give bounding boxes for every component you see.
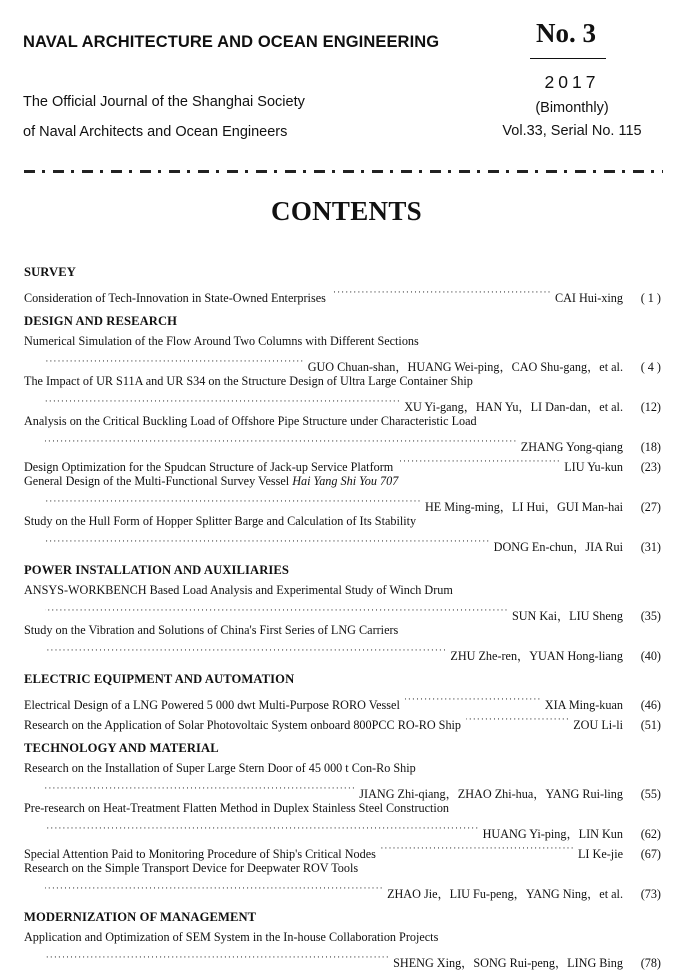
toc-entry[interactable] [24, 580, 661, 623]
article-authors: HE Ming-ming，LI Hui，GUI Man-hai [424, 500, 623, 514]
article-title: Research on the Simple Transport Device for Deepwater ROV Tools [24, 861, 359, 875]
article-page: (40) [640, 649, 661, 663]
toc-section-electric-equipment [24, 669, 661, 732]
toc-section-modernization-of-management [24, 907, 661, 970]
dot-leader [331, 282, 550, 302]
dot-leader [45, 818, 478, 838]
issue-frequency: (Bimonthly) [535, 100, 609, 116]
article-page: (67) [640, 847, 661, 861]
article-authors: HUANG Yi-ping，LIN Kun [482, 827, 623, 841]
dot-leader [381, 838, 573, 858]
article-authors: ZOU Li-li [573, 718, 623, 732]
article-authors: SHENG Xing，SONG Rui-peng，LING Bing [393, 956, 623, 970]
toc-section-power-installation [24, 560, 661, 663]
toc-entry[interactable] [24, 371, 661, 414]
article-page: (78) [640, 956, 661, 970]
article-title: Electrical Design of a LNG Powered 5 000 dwt Multi-Purpose RORO Vessel [24, 698, 400, 712]
dot-leader [398, 451, 559, 471]
toc-entry[interactable] [24, 411, 661, 454]
article-title: Special Attention Paid to Monitoring Procedure of Ship's Critical Nodes [24, 847, 376, 861]
dot-leader [45, 947, 388, 967]
article-page: ( 1 ) [640, 291, 661, 305]
article-authors: XU Yi-gang，HAN Yu，LI Dan-dan，et al. [404, 400, 623, 414]
toc-section-survey [24, 262, 661, 305]
article-page: (23) [640, 460, 661, 474]
section-title: SURVEY [24, 265, 76, 279]
article-page: (18) [640, 440, 661, 454]
article-page: (31) [640, 540, 661, 554]
article-title: Pre-research on Heat-Treatment Flatten Method in Duplex Stainless Steel Construction [24, 801, 450, 815]
toc-entry[interactable] [24, 858, 661, 901]
article-title: General Design of the Multi-Functional Survey Vessel Hai Yang Shi You 707 [24, 474, 399, 488]
section-title: MODERNIZATION OF MANAGEMENT [24, 910, 257, 924]
article-title: The Impact of UR S11A and UR S34 on the Structure Design of Ultra Large Container Ship [24, 374, 473, 388]
journal-subtitle-line1: The Official Journal of the Shanghai Society [23, 94, 305, 110]
article-page: (73) [640, 887, 661, 901]
journal-subtitle-line2: of Naval Architects and Ocean Engineers [23, 124, 288, 140]
article-authors: JIANG Zhi-qiang，ZHAO Zhi-hua，YANG Rui-ling [359, 787, 623, 801]
issue-number: No. 3 [536, 18, 596, 48]
dot-leader [45, 391, 399, 411]
article-authors: DONG En-chun，JIA Rui [493, 540, 623, 554]
dot-leader [45, 878, 382, 898]
toc-section-design-and-research [24, 311, 661, 554]
article-title: Design Optimization for the Spudcan Structure of Jack-up Service Platform [24, 460, 394, 474]
article-title: Study on the Hull Form of Hopper Splitter Barge and Calculation of Its Stability [24, 514, 417, 528]
toc-entry[interactable] [24, 620, 661, 663]
dot-leader [45, 778, 354, 798]
dot-leader [405, 689, 540, 709]
toc-entry[interactable] [24, 331, 661, 374]
article-authors: CAI Hui-xing [554, 291, 623, 305]
article-authors: XIA Ming-kuan [544, 698, 623, 712]
toc-entry[interactable] [24, 282, 661, 305]
dash-dot-divider [24, 170, 663, 173]
section-title: ELECTRIC EQUIPMENT AND AUTOMATION [24, 672, 295, 686]
section-title: DESIGN AND RESEARCH [24, 314, 178, 328]
toc-entry[interactable] [24, 511, 661, 554]
table-of-contents [24, 262, 661, 976]
article-title: Analysis on the Critical Buckling Load of Offshore Pipe Structure under Characteristic Load [24, 414, 477, 428]
article-page: (12) [640, 400, 661, 414]
issue-year: 2017 [544, 72, 600, 92]
article-title: Study on the Vibration and Solutions of China's First Series of LNG Carriers [24, 623, 399, 637]
dot-leader [45, 640, 445, 660]
toc-entry[interactable] [24, 927, 661, 970]
article-page: (46) [640, 698, 661, 712]
article-title: Consideration of Tech-Innovation in State-Owned Enterprises [24, 291, 326, 305]
dot-leader [466, 709, 568, 729]
issue-number-underline [530, 58, 606, 59]
article-title: ANSYS-WORKBENCH Based Load Analysis and Experimental Study of Winch Drum [24, 583, 453, 597]
article-authors: GUO Chuan-shan，HUANG Wei-ping，CAO Shu-gang，et al. [307, 360, 623, 374]
toc-entry[interactable] [24, 798, 661, 841]
toc-entry[interactable] [24, 838, 661, 861]
dot-leader [45, 351, 303, 371]
toc-entry[interactable] [24, 758, 661, 801]
dot-leader [45, 431, 516, 451]
article-page: (55) [640, 787, 661, 801]
article-authors: SUN Kai，LIU Sheng [511, 609, 623, 623]
article-title: Application and Optimization of SEM System in the In-house Collaboration Projects [24, 930, 439, 944]
contents-heading: CONTENTS [271, 196, 422, 226]
article-authors: ZHU Zhe-ren，YUAN Hong-liang [450, 649, 623, 663]
article-title: Research on the Application of Solar Photovoltaic System onboard 800PCC RO-RO Ship [24, 718, 462, 732]
article-authors: ZHAO Jie，LIU Fu-peng，YANG Ning，et al. [387, 887, 623, 901]
article-authors: LI Ke-jie [577, 847, 623, 861]
article-page: (62) [640, 827, 661, 841]
issue-volume: Vol.33, Serial No. 115 [502, 123, 642, 139]
section-title: TECHNOLOGY AND MATERIAL [24, 741, 219, 755]
toc-entry[interactable] [24, 689, 661, 712]
vessel-name: Hai Yang Shi You 707 [292, 474, 399, 488]
article-page: (27) [640, 500, 661, 514]
article-title: Research on the Installation of Super Large Stern Door of 45 000 t Con-Ro Ship [24, 761, 416, 775]
dot-leader [45, 531, 489, 551]
article-page: ( 4 ) [640, 360, 661, 374]
dot-leader [45, 491, 420, 511]
dot-leader [45, 600, 507, 620]
article-authors: ZHANG Yong-qiang [520, 440, 623, 454]
article-page: (35) [640, 609, 661, 623]
toc-entry[interactable] [24, 471, 661, 514]
article-title: Numerical Simulation of the Flow Around Two Columns with Different Sections [24, 334, 419, 348]
section-title: POWER INSTALLATION AND AUXILIARIES [24, 563, 290, 577]
toc-section-technology-and-material [24, 738, 661, 901]
journal-title: NAVAL ARCHITECTURE AND OCEAN ENGINEERING [23, 33, 440, 51]
article-authors: LIU Yu-kun [564, 460, 623, 474]
article-page: (51) [640, 718, 661, 732]
